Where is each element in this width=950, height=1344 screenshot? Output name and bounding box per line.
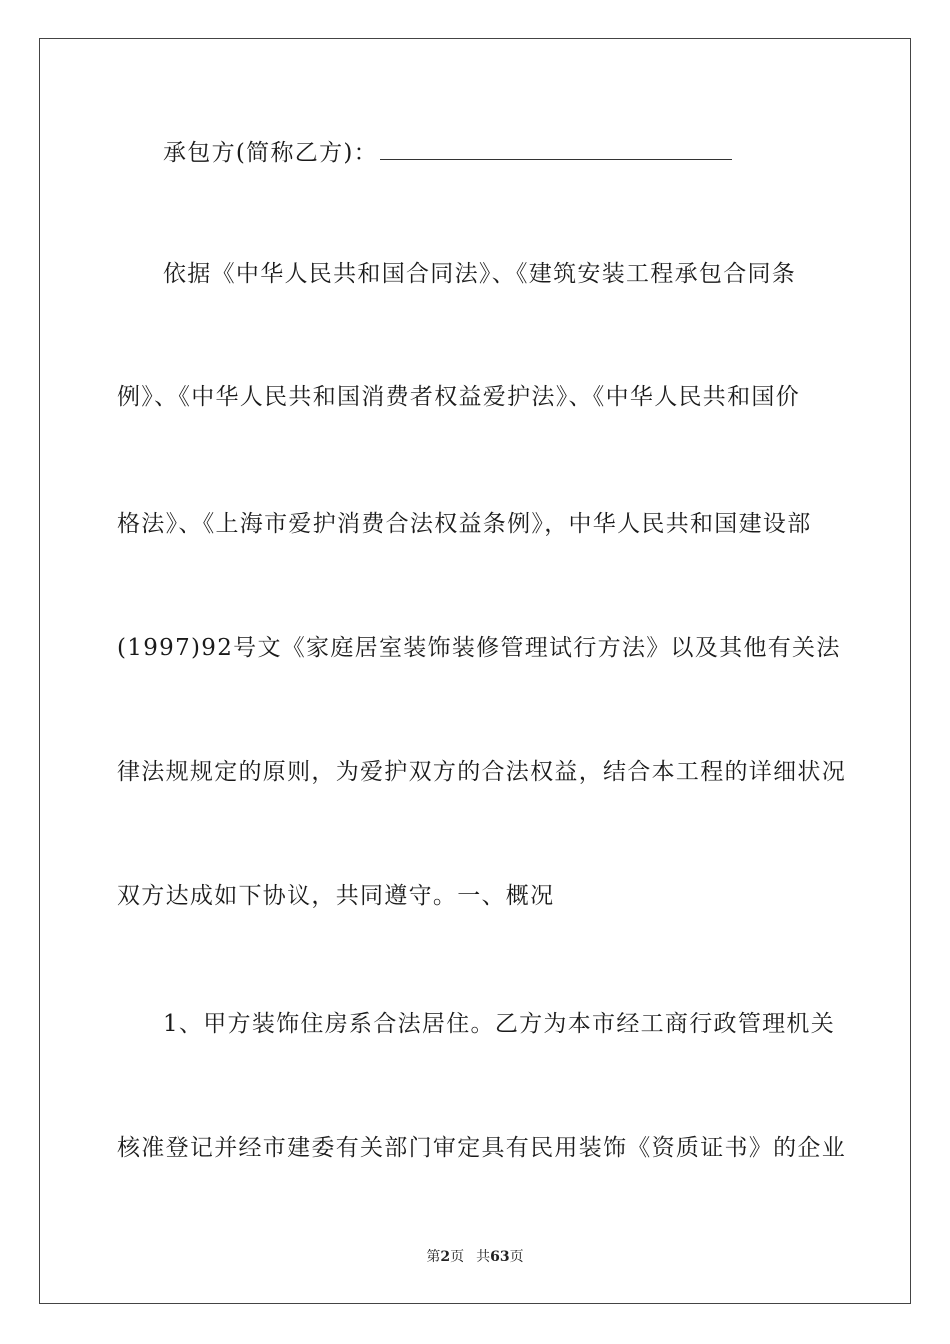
- paragraph-line: 格法》、《上海市爱护消费合法权益条例》，中华人民共和国建设部: [117, 511, 812, 537]
- paragraph-line: 1、甲方装饰住房系合法居住。乙方为本市经工商行政管理机关: [163, 1011, 836, 1037]
- total-suffix: 页: [509, 1249, 524, 1265]
- paragraph-line: 双方达成如下协议，共同遵守。一、概况: [117, 883, 555, 909]
- paragraph-line: 依据《中华人民共和国合同法》、《建筑安装工程承包合同条: [163, 261, 797, 287]
- page-suffix: 页: [450, 1249, 465, 1265]
- page-border: [39, 38, 911, 1304]
- total-prefix: 共: [476, 1249, 491, 1265]
- contractor-line: [163, 137, 883, 167]
- page-prefix: 第: [426, 1249, 441, 1265]
- paragraph-line: 例》、《中华人民共和国消费者权益爱护法》、《中华人民共和国价: [117, 384, 800, 410]
- contractor-blank-field: [380, 137, 732, 160]
- contractor-label: 承包方(简称乙方)：: [163, 140, 378, 166]
- paragraph-line: 核准登记并经市建委有关部门审定具有民用装饰《资质证书》的企业: [117, 1135, 846, 1161]
- page-total: 63: [490, 1249, 510, 1265]
- paragraph-line: 律法规规定的原则，为爱护双方的合法权益，结合本工程的详细状况: [117, 759, 846, 785]
- page-footer: [0, 1248, 950, 1266]
- page-current: 2: [440, 1249, 451, 1265]
- paragraph-line: (1997)92号文《家庭居室装饰装修管理试行方法》以及其他有关法: [117, 635, 841, 661]
